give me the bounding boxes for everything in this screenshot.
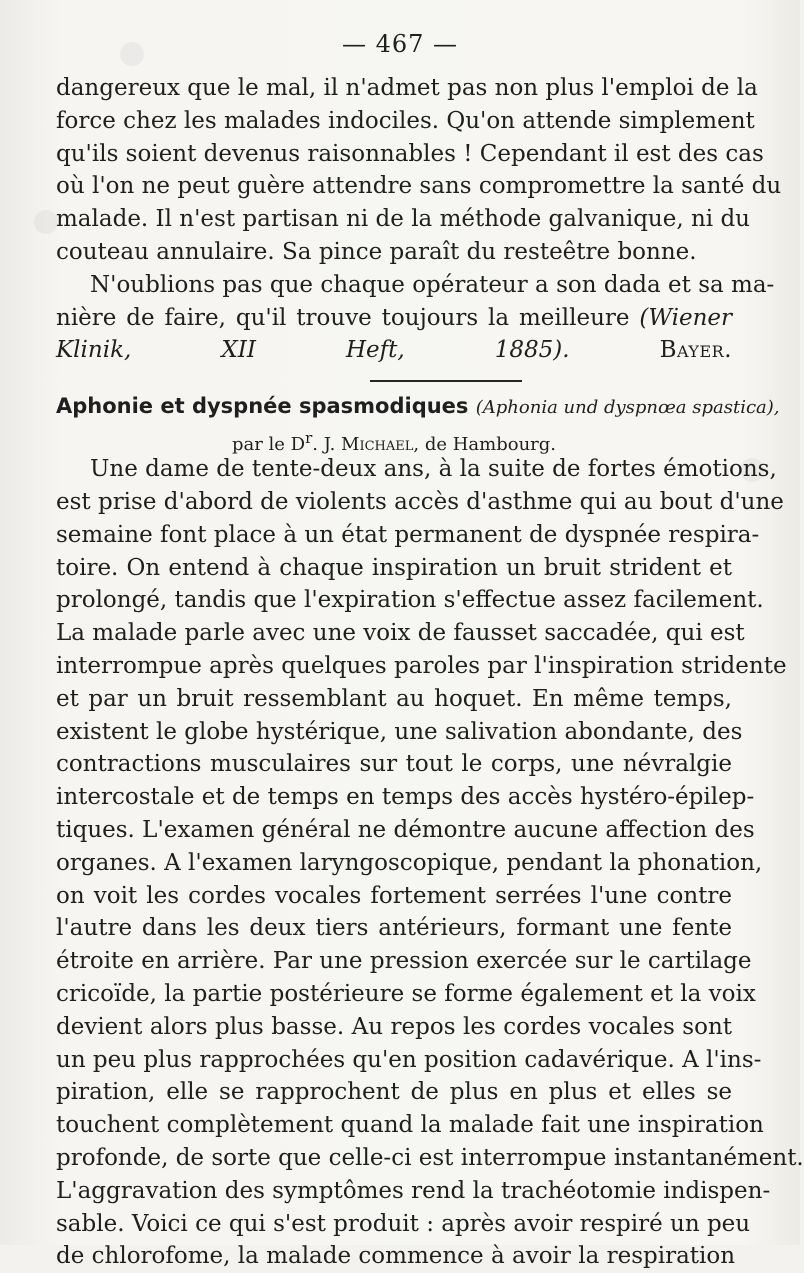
text-line: de chlorofome, la malade commence à avoir la respiration (56, 1243, 736, 1270)
article-title (56, 389, 780, 423)
author-name: J. Michael, (323, 434, 420, 456)
text-line: L'aggravation des symptômes rend la trachéotomie indispen- (56, 1177, 771, 1204)
article-body (56, 453, 804, 1273)
text-line: sable. Voici ce qui s'est produit : après avoir respiré un peu (56, 1210, 751, 1237)
text-line: cricoïde, la partie postérieure se forme également et la voix (56, 980, 756, 1007)
paper-smudge (34, 210, 58, 234)
text-line: devient alors plus basse. Au repos les cordes vocales sont (56, 1013, 732, 1040)
paragraph-continuation (56, 72, 782, 269)
text-line: intercostale et de temps en temps des accès hystéro-épilep- (56, 784, 755, 811)
text-line: piration, elle se rapprochent de plus en plus et elles se (56, 1079, 732, 1106)
text-line: interrompue après quelques paroles par l'inspiration stridente (56, 652, 787, 679)
text-line: prolongé, tandis que l'expiration s'effectue assez facilement. (56, 587, 764, 614)
article-title-text: Aphonie et dyspnée spasmodiques (56, 394, 469, 419)
signature: Bayer. (659, 337, 733, 364)
text-line: et par un bruit ressemblant au hoquet. En même temps, (56, 685, 732, 712)
text-line: Une dame de tente-deux ans, à la suite de fortes émotions, (90, 456, 777, 483)
page-content (56, 72, 804, 1273)
text-line: toire. On entend à chaque inspiration un bruit strident et (56, 554, 732, 581)
text-line: touchent complètement quand la malade fait une inspiration (56, 1112, 764, 1139)
byline-prefix: par le D (231, 434, 306, 456)
text-line: organes. A l'examen laryngoscopique, pendant la phonation, (56, 849, 763, 876)
divider-rule (370, 380, 522, 382)
text-line: N'oublions pas que chaque opérateur a son dada et sa ma- (90, 271, 775, 298)
citation-reference: Klinik, XII Heft, 1885). (56, 337, 570, 364)
text-line: La malade parle avec une voix de fausset saccadée, qui est (56, 620, 745, 647)
text-line: existent le globe hystérique, une salivation abondante, des (56, 718, 743, 745)
text-line: un peu plus rapprochées qu'en position cadavérique. A l'ins- (56, 1046, 762, 1073)
page-number: — 467 — (341, 30, 459, 58)
text-line: étroite en arrière. Par une pression exercée sur le cartilage (56, 948, 752, 975)
text-line: couteau annulaire. Sa pince paraît du resteêtre bonne. (56, 238, 697, 265)
text-line: où l'on ne peut guère attendre sans compromettre la santé du (56, 173, 782, 200)
text-line (56, 334, 732, 367)
citation-journal: (Wiener (639, 304, 732, 331)
text-line: est prise d'abord de violents accès d'asthme qui au bout d'une (56, 488, 784, 515)
text-line: semaine font place à un état permanent de dyspnée respira- (56, 521, 760, 548)
text-line: profonde, de sorte que celle-ci est interrompue instantanément. (56, 1144, 804, 1171)
text-span: nière de faire, qu'il trouve toujours la meilleure (56, 304, 640, 331)
article-byline: par le $D^r$. J. Michael, de Hambourg. (231, 429, 557, 456)
author-place: de Hambourg. (424, 434, 557, 456)
text-line: contractions musculaires sur tout le corps, une névralgie (56, 751, 732, 778)
article-subtitle: (Aphonia und dyspnœa spastica), (475, 397, 780, 419)
text-line: malade. Il n'est partisan ni de la méthode galvanique, ni du (56, 206, 750, 233)
text-line: tiques. L'examen général ne démontre aucune affection des (56, 816, 755, 843)
text-line: l'autre dans les deux tiers antérieurs, formant une fente (56, 915, 732, 942)
section-divider (56, 367, 732, 389)
paragraph-closing (56, 269, 775, 367)
text-line: dangereux que le mal, il n'admet pas non plus l'emploi de la (56, 75, 758, 101)
byline-superscript: r (305, 429, 313, 448)
text-line (56, 302, 732, 335)
text-line: qu'ils soient devenus raisonnables ! Cependant il est des cas (56, 140, 764, 167)
text-line: force chez les malades indociles. Qu'on attende simplement (56, 107, 755, 134)
text-line: on voit les cordes vocales fortement serrées l'une contre (56, 882, 732, 909)
